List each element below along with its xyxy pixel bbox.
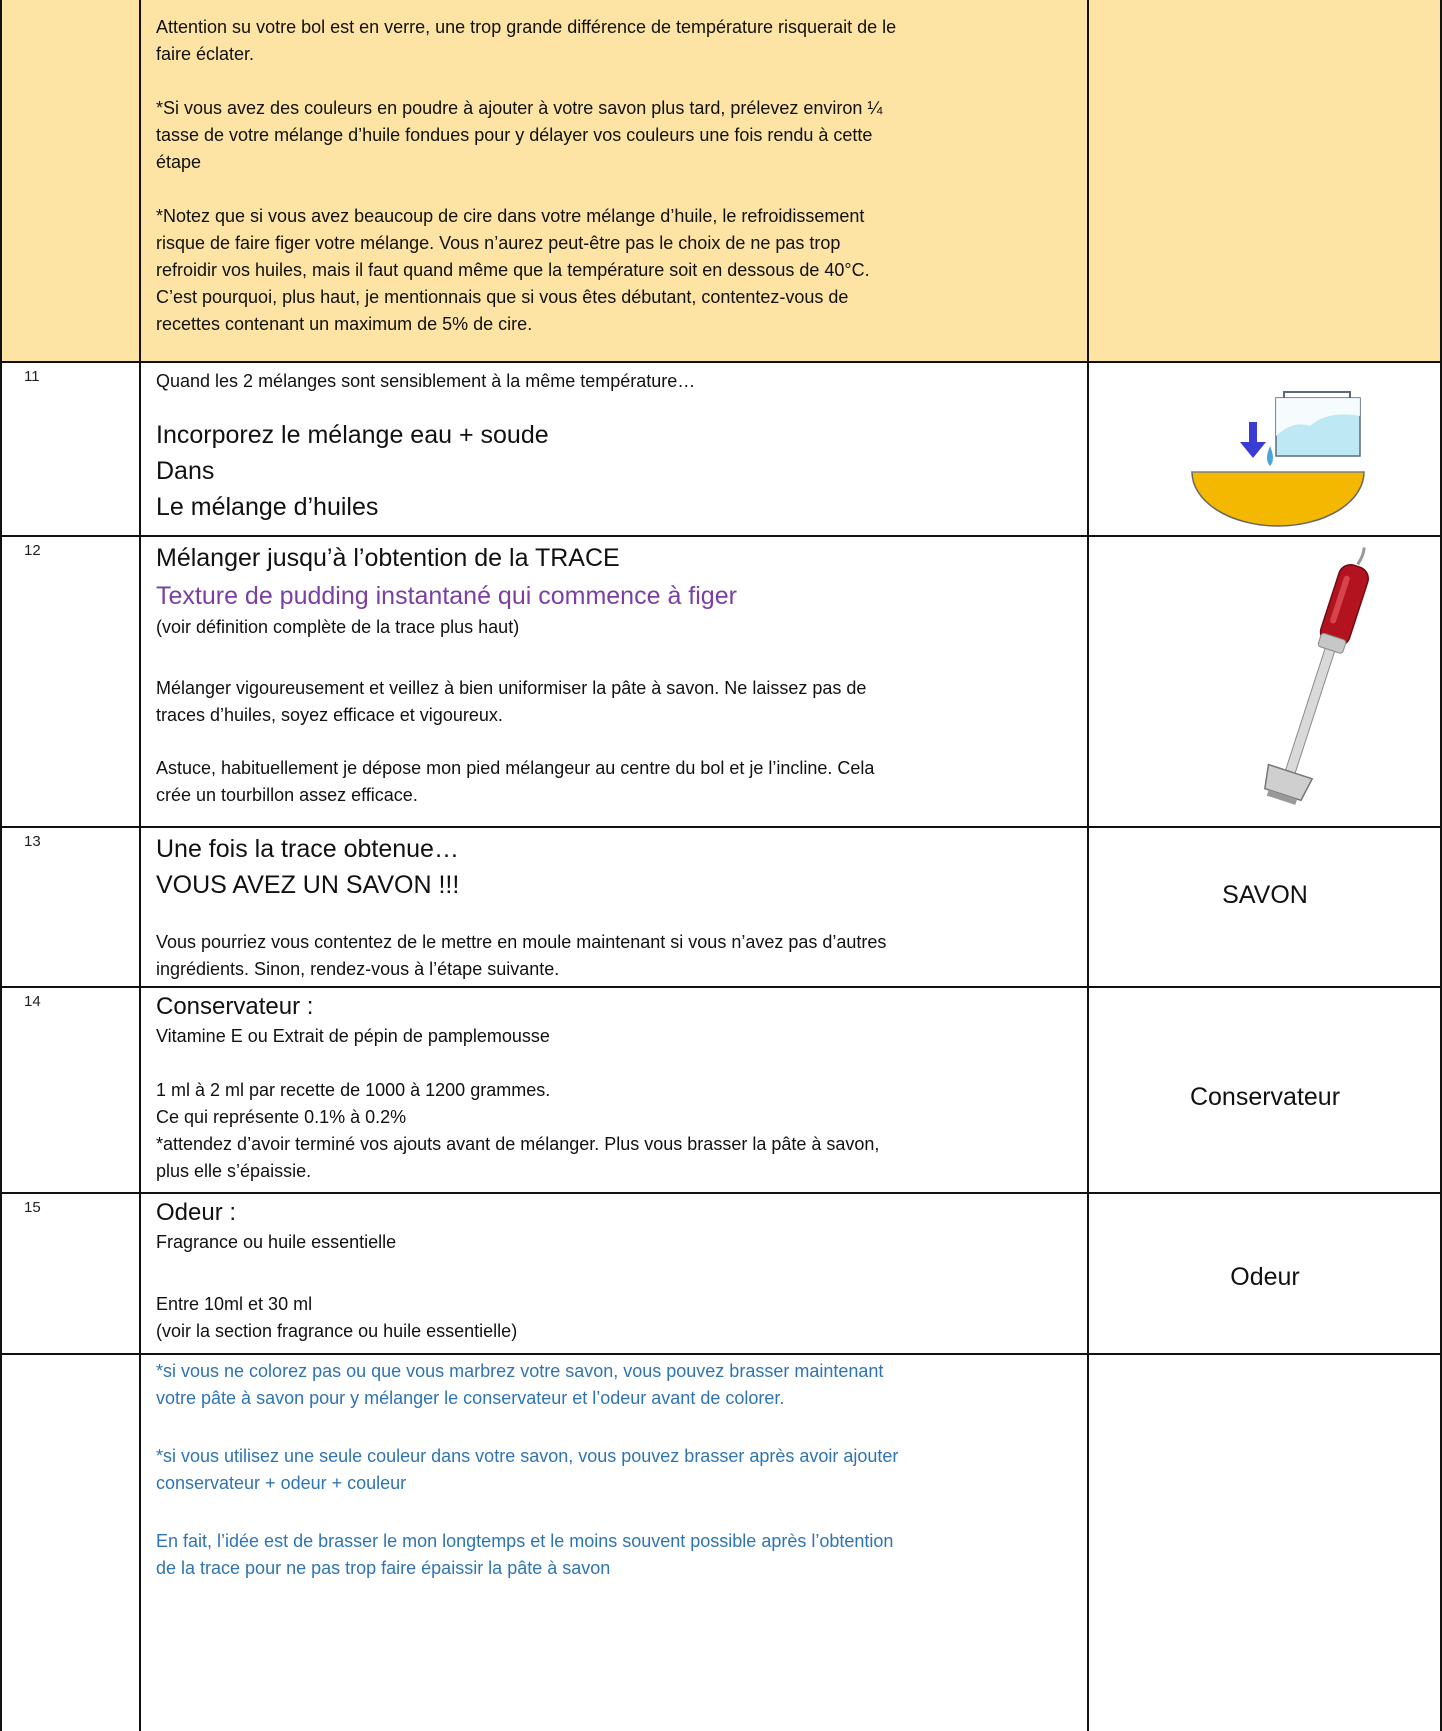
table-border [0,1192,1442,1194]
pouring-lye-illustration [1088,362,1442,536]
intro-line: refroidir vos huiles, mais il faut quand même que la température soit en dessous de 40°C. [156,260,870,280]
tips-line: votre pâte à savon pour y mélanger le conservateur et l’odeur avant de colorer. [156,1388,785,1408]
step-13-label-cell [1088,827,1442,987]
step-number: 11 [24,368,40,385]
intro-line: risque de faire figer votre mélange. Vous n’aurez peut-être pas le choix de ne pas trop [156,233,841,253]
intro-line: Attention su votre bol est en verre, une trop grande différence de température risquerait de le [156,17,897,37]
hand-blender-illustration [1088,536,1442,827]
tips-image-cell [1088,1354,1442,1731]
step-11-image-cell [1088,362,1442,536]
intro-line: *Si vous avez des couleurs en poudre à ajouter à votre savon plus tard, prélevez environ ¼ [156,98,883,118]
step-15-label-cell [1088,1193,1442,1354]
tips-line: *si vous utilisez une seule couleur dans votre savon, vous pouvez brasser après avoir ajouter [156,1446,899,1466]
step-11-heading-2: Dans [156,457,215,485]
step-number: 15 [24,1199,41,1216]
step-14-line: Ce qui représente 0.1% à 0.2% [156,1107,407,1127]
table-border [0,361,1442,363]
table-border [0,986,1442,988]
intro-number-cell [0,0,140,362]
step-13-heading-2: VOUS AVEZ UN SAVON !!! [156,871,460,899]
intro-line: *Notez que si vous avez beaucoup de cire dans votre mélange d’huile, le refroidissement [156,206,865,226]
step-11-text [140,362,1088,536]
step-15-line: Entre 10ml et 30 ml [156,1294,313,1314]
step-12-text [140,536,1088,827]
step-14-label-cell [1088,987,1442,1193]
table-border [0,535,1442,537]
step-12-subtitle: Texture de pudding instantané qui commence à figer [156,582,737,610]
step-number: 13 [24,833,41,850]
intro-line: recettes contenant un maximum de 5% de cire. [156,314,533,334]
intro-line: étape [156,152,202,172]
intro-image-cell [1088,0,1442,362]
step-12-paragraph: crée un tourbillon assez efficace. [156,785,418,805]
step-11-intro: Quand les 2 mélanges sont sensiblement à la même température… [156,371,696,391]
tips-line: En fait, l’idée est de brasser le mon longtemps et le moins souvent possible après l’obtention [156,1531,894,1551]
step-14-text [140,987,1088,1193]
step-12-title: Mélanger jusqu’à l’obtention de la TRACE [156,544,620,572]
step-11-heading-3: Le mélange d’huiles [156,493,379,521]
step-14-row [0,987,1442,1193]
step-12-row [0,536,1442,827]
step-11-row [0,362,1442,536]
arrow-icon [1249,422,1257,444]
step-14-line: 1 ml à 2 ml par recette de 1000 à 1200 grammes. [156,1080,551,1100]
step-13-text [140,827,1088,987]
step-14-title: Conservateur : [156,993,314,1020]
step-12-paragraph: Mélanger vigoureusement et veillez à bien uniformiser la pâte à savon. Ne laissez pas de [156,678,867,698]
step-13-row [0,827,1442,987]
step-11-heading-1: Incorporez le mélange eau + soude [156,421,549,449]
table-border [0,826,1442,828]
step-12-image-cell [1088,536,1442,827]
tips-number-cell [0,1354,140,1731]
step-15-title: Odeur : [156,1199,237,1226]
step-15-line: Fragrance ou huile essentielle [156,1232,397,1252]
tips-text [140,1354,1088,1731]
step-15-row [0,1193,1442,1354]
step-number: 14 [24,993,41,1010]
intro-line: faire éclater. [156,44,255,64]
intro-row [0,0,1442,362]
step-12-note: (voir définition complète de la trace plus haut) [156,617,520,637]
tips-line: de la trace pour ne pas trop faire épaissir la pâte à savon [156,1558,611,1578]
step-14-line: *attendez d’avoir terminé vos ajouts avant de mélanger. Plus vous brasser la pâte à savon, [156,1134,880,1154]
step-13-paragraph: ingrédients. Sinon, rendez-vous à l’étape suivante. [156,959,560,979]
step-14-line: plus elle s’épaissie. [156,1161,312,1181]
step-12-paragraph: traces d’huiles, soyez efficace et vigoureux. [156,705,503,725]
table-border [0,0,2,1731]
step-12-paragraph: Astuce, habituellement je dépose mon pied mélangeur au centre du bol et je l’incline. Cela [156,758,875,778]
intro-line: C’est pourquoi, plus haut, je mentionnais que si vous êtes débutant, contentez-vous de [156,287,849,307]
step-15-line: (voir la section fragrance ou huile essentielle) [156,1321,518,1341]
step-15-text [140,1193,1088,1354]
intro-text-cell [140,0,1088,362]
table-border [0,1353,1442,1355]
step-13-heading-1: Une fois la trace obtenue… [156,835,459,863]
tips-line: conservateur + odeur + couleur [156,1473,407,1493]
step-number: 12 [24,542,41,559]
conservateur-label: Conservateur [1189,1083,1341,1111]
step-14-line: Vitamine E ou Extrait de pépin de pamplemousse [156,1026,550,1046]
step-13-paragraph: Vous pourriez vous contentez de le mettre en moule maintenant si vous n’avez pas d’autres [156,932,887,952]
tips-row [0,1354,1442,1731]
savon-label: SAVON [1222,881,1308,909]
tips-line: *si vous ne colorez pas ou que vous marbrez votre savon, vous pouvez brasser maintenant [156,1361,884,1381]
intro-line: tasse de votre mélange d’huile fondues pour y délayer vos couleurs une fois rendu à cette [156,125,873,145]
odeur-label: Odeur [1230,1263,1300,1291]
table-border [139,0,141,1731]
table-border [1087,0,1089,1731]
